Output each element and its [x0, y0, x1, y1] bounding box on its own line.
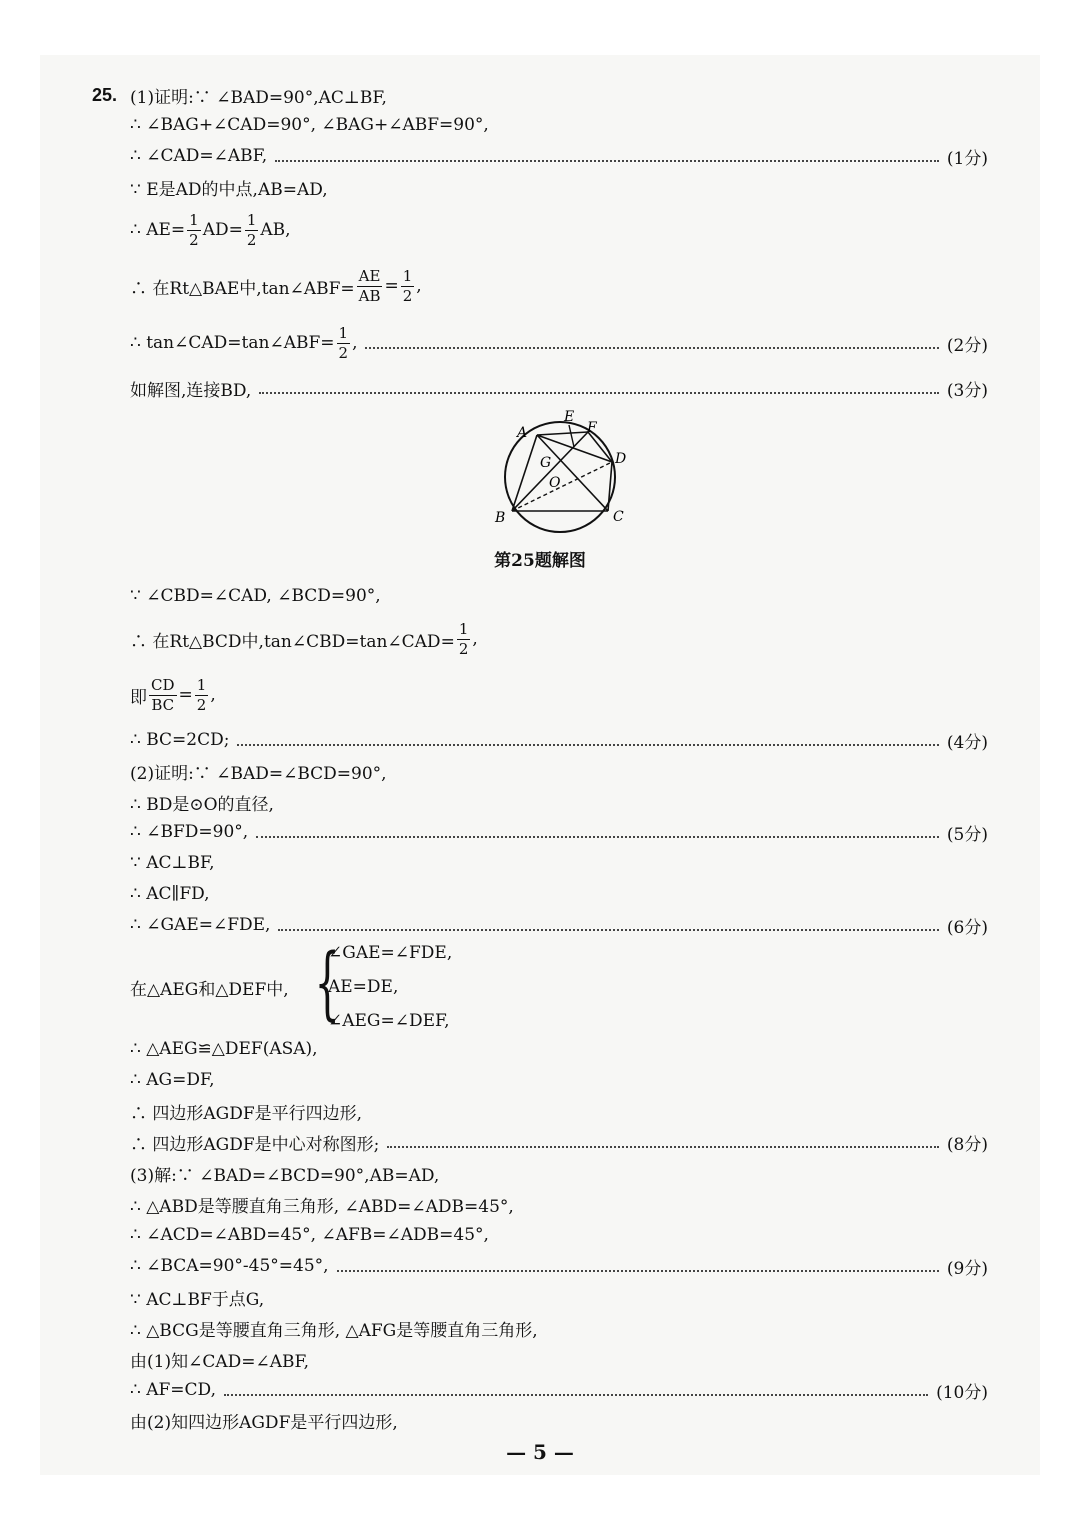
line-text: ∴ 四边形AGDF是中心对称图形; [130, 1134, 380, 1155]
line-text: ∴ 四边形AGDF是平行四边形, [130, 1103, 363, 1124]
line-text: ∵ E是AD的中点,AB=AD, [130, 179, 328, 200]
fraction [457, 619, 471, 658]
line-text: ∵ AC⊥BF, [130, 853, 215, 873]
line-9 [130, 581, 988, 611]
line-25 [130, 1189, 988, 1219]
line-24 [130, 1158, 988, 1188]
fraction-numerator: 1 [189, 210, 199, 229]
score-mark: (5分) [946, 824, 988, 845]
line-text: ∴ BC=2CD; [130, 730, 230, 750]
fraction-denominator: AB [358, 286, 381, 305]
line-post: AB, [260, 220, 291, 240]
line-text [130, 323, 358, 362]
line-text [130, 619, 478, 658]
segment-cd [608, 462, 612, 511]
line-3 [130, 141, 988, 171]
line-31 [130, 1375, 988, 1405]
line-pre: ∴ AE= [130, 220, 186, 240]
fraction-denominator: 2 [189, 230, 199, 249]
segment-bd-dashed [512, 462, 612, 511]
label-d: D [615, 451, 627, 467]
line-22 [130, 1096, 988, 1126]
line-29 [130, 1313, 988, 1343]
line-13 [130, 756, 988, 786]
dot-leader [365, 345, 938, 349]
page-number: — 5 — [506, 1440, 574, 1464]
fraction-denominator: 2 [246, 230, 257, 249]
fraction-numerator: 1 [338, 323, 349, 342]
line-text: ∴ AC∥FD, [130, 884, 210, 904]
fraction-denominator: 2 [402, 286, 413, 305]
geometry-figure [485, 405, 635, 540]
label-o: O [549, 475, 561, 491]
line-text: ∴ △ABD是等腰直角三角形, ∠ABD=∠ADB=45°, [130, 1196, 514, 1217]
line-14 [130, 787, 988, 817]
score-mark: (1分) [946, 148, 988, 169]
fraction [401, 266, 415, 305]
fraction-numerator: 1 [246, 210, 257, 229]
fraction-denominator: 2 [338, 343, 349, 362]
line-6 [130, 264, 988, 308]
line-32 [130, 1405, 988, 1435]
line-21 [130, 1065, 988, 1095]
system-line: ∠AEG=∠DEF, [328, 1011, 450, 1031]
line-text: ∴ △AEG≌△DEF(ASA), [130, 1039, 318, 1059]
line-pre: ∴ tan∠CAD=tan∠ABF= [130, 333, 335, 353]
label-b: B [495, 510, 506, 526]
line-text [130, 210, 291, 249]
fraction-numerator: 1 [196, 675, 207, 694]
line-text: ∴ ∠ACD=∠ABD=45°, ∠AFB=∠ADB=45°, [130, 1225, 489, 1245]
label-c: C [613, 509, 624, 525]
line-pre: 即 [130, 687, 147, 708]
dot-leader [278, 927, 938, 931]
label-g: G [540, 455, 552, 471]
line-text: (3)解:∵ ∠BAD=∠BCD=90°,AB=AD, [130, 1165, 440, 1186]
line-text: ∴ ∠BAG+∠CAD=90°, ∠BAG+∠ABF=90°, [130, 115, 489, 135]
line-7 [130, 321, 988, 365]
line-8 [130, 373, 988, 403]
system-line: ∠GAE=∠FDE, [328, 943, 453, 963]
line-text: ∴ BD是⊙O的直径, [130, 794, 274, 815]
segment-af [537, 432, 588, 435]
system-line: AE=DE, [328, 977, 399, 997]
line-26 [130, 1220, 988, 1250]
fraction [195, 675, 209, 714]
line-15 [130, 817, 988, 847]
line-10 [130, 617, 988, 661]
label-e: E [564, 409, 575, 425]
fraction [357, 266, 383, 305]
fraction-numerator: AE [358, 266, 381, 285]
line-text: 由(1)知∠CAD=∠ABF, [130, 1351, 310, 1372]
line-text: ∴ ∠GAE=∠FDE, [130, 915, 271, 935]
line-text [130, 675, 216, 714]
line-pre: ∴ 在Rt△BAE中,tan∠ABF= [130, 278, 355, 299]
line-text: ∴ ∠BCA=90°-45°=45°, [130, 1256, 329, 1276]
score-mark: (3分) [946, 380, 988, 401]
line-28 [130, 1282, 988, 1312]
score-mark: (10分) [936, 1382, 988, 1403]
fraction [337, 323, 351, 362]
equation-system [310, 936, 453, 1031]
line-17 [130, 879, 988, 909]
line-11 [130, 673, 988, 717]
fraction-denominator: 2 [196, 695, 207, 714]
line-mid: AD= [202, 220, 243, 240]
score-mark: (4分) [946, 732, 988, 753]
fraction-numerator: CD [151, 675, 175, 694]
fraction [149, 675, 177, 714]
line-text: ∵ AC⊥BF于点G, [130, 1289, 265, 1310]
line-post: , [352, 333, 358, 353]
line-text: ∴ AG=DF, [130, 1070, 215, 1090]
question-number: 25. [92, 84, 118, 105]
fraction-numerator: 1 [402, 266, 413, 285]
line-pre: ∴ 在Rt△BCD中,tan∠CBD=tan∠CAD= [130, 631, 455, 652]
label-a: A [517, 425, 528, 441]
arrow-e [569, 425, 574, 447]
line-text: ∴ △BCG是等腰直角三角形, △AFG是等腰直角三角形, [130, 1320, 538, 1341]
fraction [245, 210, 259, 249]
label-f: F [587, 420, 597, 436]
score-mark: (8分) [946, 1134, 988, 1155]
line-text: ∴ ∠CAD=∠ABF, [130, 146, 268, 166]
line-text: 由(2)知四边形AGDF是平行四边形, [130, 1412, 398, 1433]
line-text: 如解图,连接BD, [130, 380, 252, 401]
score-mark: (6分) [946, 917, 988, 938]
line-text: ∴ ∠BFD=90°, [130, 822, 249, 842]
fraction-denominator: 2 [458, 639, 469, 658]
line-12 [130, 725, 988, 755]
line-mid: = [178, 685, 193, 705]
line-post: , [472, 629, 478, 649]
line-text: 在△AEG和△DEF中, [130, 979, 289, 1000]
line-16 [130, 848, 988, 878]
fraction-denominator: BC [151, 695, 175, 714]
dot-leader [256, 834, 939, 838]
fraction [187, 210, 201, 249]
line-post: , [416, 276, 422, 296]
line-4 [130, 172, 988, 202]
line-text: ∵ ∠CBD=∠CAD, ∠BCD=90°, [130, 586, 381, 606]
fraction-numerator: 1 [458, 619, 469, 638]
score-mark: (9分) [946, 1258, 988, 1279]
line-23 [130, 1127, 988, 1157]
line-text [130, 266, 422, 305]
line-2 [130, 110, 988, 140]
line-text: (1)证明:∵ ∠BAD=90°,AC⊥BF, [130, 87, 387, 108]
line-post: , [210, 685, 216, 705]
line-20 [130, 1034, 988, 1064]
dot-leader [275, 158, 939, 162]
dot-leader [337, 1268, 939, 1272]
dot-leader [237, 742, 938, 746]
system-lines [328, 943, 452, 1031]
score-mark: (2分) [946, 335, 988, 356]
dot-leader [387, 1144, 938, 1148]
segment-ab [512, 435, 537, 511]
dot-leader [259, 390, 939, 394]
line-19 [130, 972, 988, 1002]
line-5 [130, 208, 988, 252]
left-brace: { [314, 936, 340, 1029]
line-1 [92, 80, 988, 110]
line-27 [130, 1251, 988, 1281]
segment-bf [512, 432, 588, 511]
line-mid: = [384, 276, 399, 296]
figure-caption: 第25题解图 [494, 551, 586, 571]
line-text: (2)证明:∵ ∠BAD=∠BCD=90°, [130, 763, 387, 784]
line-30 [130, 1344, 988, 1374]
line-18 [130, 910, 988, 940]
dot-leader [224, 1392, 928, 1396]
line-text: ∴ AF=CD, [130, 1380, 216, 1400]
